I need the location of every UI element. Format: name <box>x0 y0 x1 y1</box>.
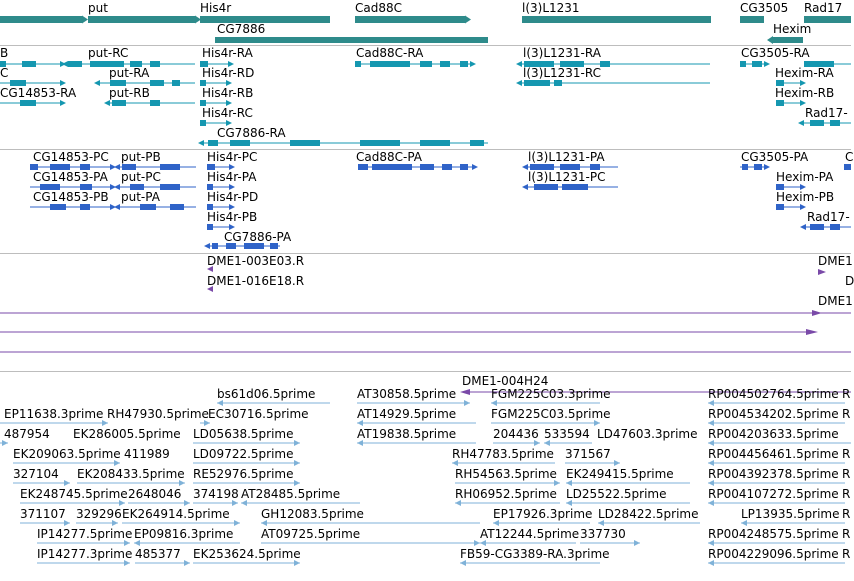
est-lp13935-label[interactable]: LP13935.5prime <box>741 507 840 521</box>
transcript-cad88c-ra-exon[interactable] <box>355 61 361 67</box>
gene-left-bar[interactable] <box>0 16 82 23</box>
oligo-dme1-a-label[interactable]: DME1 <box>818 254 853 268</box>
transcript-his4r-rd-label[interactable]: His4r-RD <box>202 66 255 80</box>
est-at09725-label[interactable]: AT09725.5prime <box>261 527 361 541</box>
est-row4-arrow[interactable] <box>294 480 300 486</box>
protein-cad88c-pa-exon[interactable] <box>442 164 452 170</box>
protein-hexim-pb-strand-arrow[interactable] <box>800 204 806 210</box>
est-r-7-label[interactable]: R <box>842 527 851 541</box>
est-2648046-label[interactable]: 2648046 <box>128 487 182 501</box>
est-re52976-label[interactable]: RE52976.5prime <box>193 467 294 481</box>
est-r-3-label[interactable]: R <box>842 447 851 461</box>
est-329296-label[interactable]: 329296 <box>76 507 122 521</box>
oligo-long-line-2-arrow[interactable] <box>806 329 818 335</box>
gene-left-arrow[interactable] <box>82 16 88 24</box>
est-485377-label[interactable]: 485377 <box>135 547 181 561</box>
gene-cg7886-bar[interactable] <box>215 37 488 43</box>
transcript-rad17-strand-arrow[interactable] <box>798 120 804 126</box>
gene-cad88c-label[interactable]: Cad88C <box>355 1 402 15</box>
protein-his4r-pc-label[interactable]: His4r-PC <box>207 150 258 164</box>
transcript-row1-a-exon[interactable] <box>22 61 36 67</box>
protein-rad17-strand-arrow[interactable] <box>800 224 806 230</box>
transcript-cg7886-ra-exon[interactable] <box>290 140 320 146</box>
est-533594-label[interactable]: 533594 <box>544 427 590 441</box>
protein-put-pb-exon[interactable] <box>160 164 180 170</box>
transcript-his4r-ra-label[interactable]: His4r-RA <box>202 46 253 60</box>
protein-cg14853-pa-label[interactable]: CG14853-PA <box>33 170 108 184</box>
est-rh06952-label[interactable]: RH06952.5prime <box>455 487 557 501</box>
transcript-c-partial-label[interactable]: C <box>0 66 9 80</box>
protein-cg3505-pa-strand-arrow[interactable] <box>764 164 770 170</box>
transcript-cad88c-ra-strand-arrow[interactable] <box>470 61 476 67</box>
gene-l3l1231-label[interactable]: l(3)L1231 <box>522 1 580 15</box>
gene-hexim-label[interactable]: Hexim <box>773 22 812 36</box>
gene-hexim-bar[interactable] <box>773 37 803 43</box>
transcript-cg7886-ra-exon[interactable] <box>208 140 218 146</box>
oligo-d-partial-label[interactable]: D <box>845 274 854 288</box>
est-bs61d06-label[interactable]: bs61d06.5prime <box>217 387 316 401</box>
est-327104-label[interactable]: 327104 <box>13 467 59 481</box>
transcript-put-ra-label[interactable]: put-RA <box>109 66 150 80</box>
est-r-2-label[interactable]: R <box>842 407 851 421</box>
protein-put-pa-exon[interactable] <box>170 204 184 210</box>
gene-rad17-label[interactable]: Rad17 <box>804 1 843 15</box>
transcript-his4r-rb-label[interactable]: His4r-RB <box>202 86 254 100</box>
protein-cg7886-pa-exon[interactable] <box>212 243 218 249</box>
gene-put-bar[interactable] <box>88 16 195 23</box>
protein-cad88c-pa-exon[interactable] <box>460 164 468 170</box>
est-ep09816-label[interactable]: EP09816.3prime <box>134 527 234 541</box>
transcript-put-rb-exon[interactable] <box>150 100 160 106</box>
gene-cad88c-arrow[interactable] <box>465 16 471 24</box>
protein-his4r-pb-label[interactable]: His4r-PB <box>207 210 258 224</box>
est-rp004203633-label[interactable]: RP004203633.5prime <box>708 427 839 441</box>
protein-cg7886-pa-label[interactable]: CG7886-PA <box>224 230 292 244</box>
est-rh47783-label[interactable]: RH47783.5prime <box>452 447 554 461</box>
protein-cg3505-pa-label[interactable]: CG3505-PA <box>741 150 809 164</box>
est-fb59-cg3389-label[interactable]: FB59-CG3389-RA.3prime <box>460 547 610 561</box>
transcript-put-rc-label[interactable]: put-RC <box>88 46 129 60</box>
est-rp004248575-label[interactable]: RP004248575.5prime <box>708 527 839 541</box>
transcript-hexim-ra-label[interactable]: Hexim-RA <box>775 66 834 80</box>
est-row5-arrow[interactable] <box>184 500 190 506</box>
est-at12244-label[interactable]: AT12244.5prime <box>480 527 580 541</box>
est-row3-arrow[interactable] <box>614 460 620 466</box>
est-374198-label[interactable]: 374198 <box>193 487 239 501</box>
oligo-dme1-a-glyph[interactable] <box>818 269 826 275</box>
protein-put-pa-label[interactable]: put-PA <box>121 190 160 204</box>
est-rp004229096-label[interactable]: RP004229096.5prime <box>708 547 839 561</box>
transcript-cg3505-ra-exon[interactable] <box>752 61 762 67</box>
protein-put-pc-label[interactable]: put-PC <box>121 170 161 184</box>
transcript-put-rb-exon[interactable] <box>112 100 126 106</box>
transcript-cad88c-ra-exon[interactable] <box>460 61 468 67</box>
transcript-cg3505-ra-label[interactable]: CG3505-RA <box>741 46 810 60</box>
transcript-cad88c-ra-label[interactable]: Cad88C-RA <box>356 46 424 60</box>
est-row7-arrow[interactable] <box>634 540 640 546</box>
transcript-put-rb-strand-arrow[interactable] <box>104 100 110 106</box>
oligo-dme1-b-glyph[interactable] <box>812 310 822 316</box>
est-row0-arrow[interactable] <box>464 400 470 406</box>
est-row4-arrow[interactable] <box>64 480 70 486</box>
gene-hexim-arrow[interactable] <box>767 36 773 44</box>
separator-oligos-ests <box>0 371 851 372</box>
est-r-8-label[interactable]: R <box>842 547 851 561</box>
transcript-l3l1231-ra-strand-arrow[interactable] <box>516 61 522 67</box>
protein-cg7886-pa-strand-arrow[interactable] <box>204 243 210 249</box>
gene-l3l1231-bar[interactable] <box>522 16 711 23</box>
protein-cad88c-pa-exon[interactable] <box>372 164 412 170</box>
transcript-cg7886-ra-strand-arrow[interactable] <box>198 140 204 146</box>
est-ek208433-label[interactable]: EK208433.5prime <box>77 467 185 481</box>
est-ld05638-label[interactable]: LD05638.5prime <box>193 427 294 441</box>
protein-cg3505-pa-exon[interactable] <box>742 164 748 170</box>
transcript-l3l1231-rc-exon[interactable] <box>524 80 550 86</box>
est-ld25522-label[interactable]: LD25522.5prime <box>566 487 667 501</box>
est-ld47603-label[interactable]: LD47603.3prime <box>597 427 698 441</box>
protein-rad17-partial-label[interactable]: Rad17- <box>807 210 850 224</box>
protein-put-pb-label[interactable]: put-PB <box>121 150 161 164</box>
oligo-dme1-b-label[interactable]: DME1 <box>818 294 853 308</box>
est-ek249415-label[interactable]: EK249415.5prime <box>566 467 674 481</box>
oligo-004h24-glyph[interactable] <box>460 389 470 395</box>
est-fgm225c03-3-label[interactable]: FGM225C03.3prime <box>491 387 611 401</box>
est-r-4-label[interactable]: R <box>842 467 851 481</box>
est-ek286005-label[interactable]: EK286005.5prime <box>73 427 181 441</box>
transcript-put-ra-exon[interactable] <box>172 80 180 86</box>
transcript-put-rc-exon[interactable] <box>68 61 82 67</box>
gene-cg3505-bar[interactable] <box>740 16 764 23</box>
est-r-1-label[interactable]: R <box>842 387 851 401</box>
protein-put-pb-strand-arrow[interactable] <box>114 164 120 170</box>
oligo-004h24-label[interactable]: DME1-004H24 <box>462 374 549 388</box>
transcript-hexim-rb-exon[interactable] <box>776 100 784 106</box>
transcript-b-partial-label[interactable]: B <box>0 46 9 60</box>
est-204436-label[interactable]: 204436 <box>493 427 539 441</box>
protein-his4r-pb-exon[interactable] <box>207 224 213 230</box>
protein-cg14853-pb-label[interactable]: CG14853-PB <box>33 190 109 204</box>
protein-cg14853-pb-exon[interactable] <box>50 204 66 210</box>
transcript-cg3505-ra-strand-arrow[interactable] <box>764 61 770 67</box>
transcript-row3-a-strand-arrow[interactable] <box>60 100 66 106</box>
protein-cg3505-pa-exon[interactable] <box>754 164 762 170</box>
gene-cad88c-bar[interactable] <box>355 16 465 23</box>
est-rp004392378-label[interactable]: RP004392378.5prime <box>708 467 839 481</box>
est-ip14277-3-label[interactable]: IP14277.3prime <box>37 547 133 561</box>
est-371567-label[interactable]: 371567 <box>565 447 611 461</box>
est-r-6-label[interactable]: R <box>842 507 851 521</box>
est-row2-arrow[interactable] <box>294 440 300 446</box>
transcript-his4r-rc-label[interactable]: His4r-RC <box>202 106 253 120</box>
protein-c-partial-label[interactable]: C <box>845 150 854 164</box>
protein-l3l1231-pc-label[interactable]: l(3)L1231-PC <box>528 170 606 184</box>
protein-cg14853-pc-label[interactable]: CG14853-PC <box>33 150 109 164</box>
est-at14929-label[interactable]: AT14929.5prime <box>357 407 457 421</box>
protein-put-pc-exon[interactable] <box>160 184 180 190</box>
est-at28485-label[interactable]: AT28485.5prime <box>241 487 341 501</box>
protein-l3l1231-pc-exon[interactable] <box>562 184 588 190</box>
est-row6-arrow[interactable] <box>234 520 240 526</box>
est-rp004107272-label[interactable]: RP004107272.5prime <box>708 487 839 501</box>
transcript-l3l1231-rc-exon[interactable] <box>554 80 562 86</box>
est-gh12083-label[interactable]: GH12083.5prime <box>261 507 364 521</box>
est-ip14277-5-label[interactable]: IP14277.5prime <box>37 527 133 541</box>
transcript-cg7886-ra-exon[interactable] <box>420 140 450 146</box>
transcript-hexim-rb-label[interactable]: Hexim-RB <box>775 86 835 100</box>
gene-put-label[interactable]: put <box>88 1 108 15</box>
gene-his4r-label[interactable]: His4r <box>200 1 232 15</box>
protein-his4r-pd-label[interactable]: His4r-PD <box>207 190 259 204</box>
est-row3-arrow[interactable] <box>294 460 300 466</box>
transcript-cad88c-ra-exon[interactable] <box>370 61 410 67</box>
protein-hexim-pa-label[interactable]: Hexim-PA <box>776 170 834 184</box>
est-rh47930-label[interactable]: RH47930.5prime <box>107 407 209 421</box>
transcript-cg7886-ra-exon[interactable] <box>360 140 400 146</box>
protein-put-pa-strand-arrow[interactable] <box>114 204 120 210</box>
transcript-put-ra-exon[interactable] <box>150 80 164 86</box>
transcript-rad17-exon[interactable] <box>810 120 824 126</box>
gene-cg7886-label[interactable]: CG7886 <box>217 22 266 36</box>
gene-cg3505-label[interactable]: CG3505 <box>740 1 789 15</box>
protein-put-pa-exon[interactable] <box>140 204 156 210</box>
oligo-003e03-label[interactable]: DME1-003E03.R <box>207 254 305 268</box>
protein-cad88c-pa-strand-arrow[interactable] <box>472 164 478 170</box>
protein-cg14853-pb-exon[interactable] <box>80 204 90 210</box>
protein-right-edge-exon[interactable] <box>844 164 851 170</box>
est-371107-label[interactable]: 371107 <box>20 507 66 521</box>
transcript-cg7886-ra-label[interactable]: CG7886-RA <box>217 126 286 140</box>
protein-hexim-pb-label[interactable]: Hexim-PB <box>776 190 835 204</box>
est-rp004456461-label[interactable]: RP004456461.5prime <box>708 447 839 461</box>
est-rp004534202-label[interactable]: RP004534202.5prime <box>708 407 839 421</box>
transcript-put-rb-label[interactable]: put-RB <box>109 86 150 100</box>
protein-his4r-pa-label[interactable]: His4r-PA <box>207 170 257 184</box>
est-rh54563-label[interactable]: RH54563.5prime <box>455 467 557 481</box>
est-ep17926-label[interactable]: EP17926.3prime <box>493 507 593 521</box>
est-ld09722-label[interactable]: LD09722.5prime <box>193 447 294 461</box>
est-ep11638-label[interactable]: EP11638.3prime <box>4 407 104 421</box>
transcript-l3l1231-rc-strand-arrow[interactable] <box>516 80 522 86</box>
protein-cad88c-pa-label[interactable]: Cad88C-PA <box>356 150 423 164</box>
transcript-put-rc-strand-arrow[interactable] <box>62 61 68 67</box>
protein-cad88c-pa-exon[interactable] <box>420 164 434 170</box>
transcript-cg3505-ra-exon[interactable] <box>740 61 746 67</box>
est-row8-arrow[interactable] <box>184 560 190 566</box>
transcript-l3l1231-ra-label[interactable]: l(3)L1231-RA <box>523 46 601 60</box>
protein-rad17-exon[interactable] <box>830 224 840 230</box>
protein-hexim-pb-exon[interactable] <box>776 204 784 210</box>
transcript-cad88c-ra-exon[interactable] <box>420 61 432 67</box>
oligo-016e18-label[interactable]: DME1-016E18.R <box>207 274 305 288</box>
transcript-cg7886-ra-exon[interactable] <box>470 140 484 146</box>
transcript-cg14853-ra-label[interactable]: CG14853-RA <box>0 86 77 100</box>
est-411989-label[interactable]: 411989 <box>124 447 170 461</box>
est-337730-label[interactable]: 337730 <box>580 527 626 541</box>
transcript-put-ra-strand-arrow[interactable] <box>94 80 100 86</box>
transcript-his4r-rc-exon[interactable] <box>200 120 206 126</box>
est-at30858-label[interactable]: AT30858.5prime <box>357 387 457 401</box>
est-fgm225c03-5-label[interactable]: FGM225C03.5prime <box>491 407 611 421</box>
est-ec30716-label[interactable]: EC30716.5prime <box>208 407 309 421</box>
transcript-rad17-partial-label[interactable]: Rad17- <box>805 106 848 120</box>
protein-rad17-exon[interactable] <box>810 224 824 230</box>
est-ek248745-label[interactable]: EK248745.5prime <box>20 487 128 501</box>
est-ek264914-label[interactable]: EK264914.5prime <box>122 507 230 521</box>
transcript-cad88c-ra-exon[interactable] <box>440 61 450 67</box>
transcript-cg7886-ra-exon[interactable] <box>230 140 250 146</box>
transcript-row3-a-exon[interactable] <box>20 100 36 106</box>
est-at19838-label[interactable]: AT19838.5prime <box>357 427 457 441</box>
transcript-put-rc-exon[interactable] <box>150 61 160 67</box>
est-ld28422-label[interactable]: LD28422.5prime <box>598 507 699 521</box>
protein-cad88c-pa-exon[interactable] <box>358 164 368 170</box>
transcript-l3l1231-ra-exon[interactable] <box>600 61 610 67</box>
transcript-l3l1231-rc-label[interactable]: l(3)L1231-RC <box>523 66 602 80</box>
est-r-5-label[interactable]: R <box>842 487 851 501</box>
protein-put-pc-strand-arrow[interactable] <box>114 184 120 190</box>
transcript-rad17-exon[interactable] <box>830 120 840 126</box>
protein-l3l1231-pc-exon[interactable] <box>534 184 558 190</box>
est-487954-label[interactable]: 487954 <box>4 427 50 441</box>
protein-l3l1231-pa-label[interactable]: l(3)L1231-PA <box>528 150 605 164</box>
separator-proteins-oligos <box>0 253 851 254</box>
est-rp004502764-label[interactable]: RP004502764.5prime <box>708 387 839 401</box>
est-ek253624-label[interactable]: EK253624.5prime <box>193 547 301 561</box>
protein-l3l1231-pc-strand-arrow[interactable] <box>522 184 528 190</box>
est-ek209063-label[interactable]: EK209063.5prime <box>13 447 121 461</box>
